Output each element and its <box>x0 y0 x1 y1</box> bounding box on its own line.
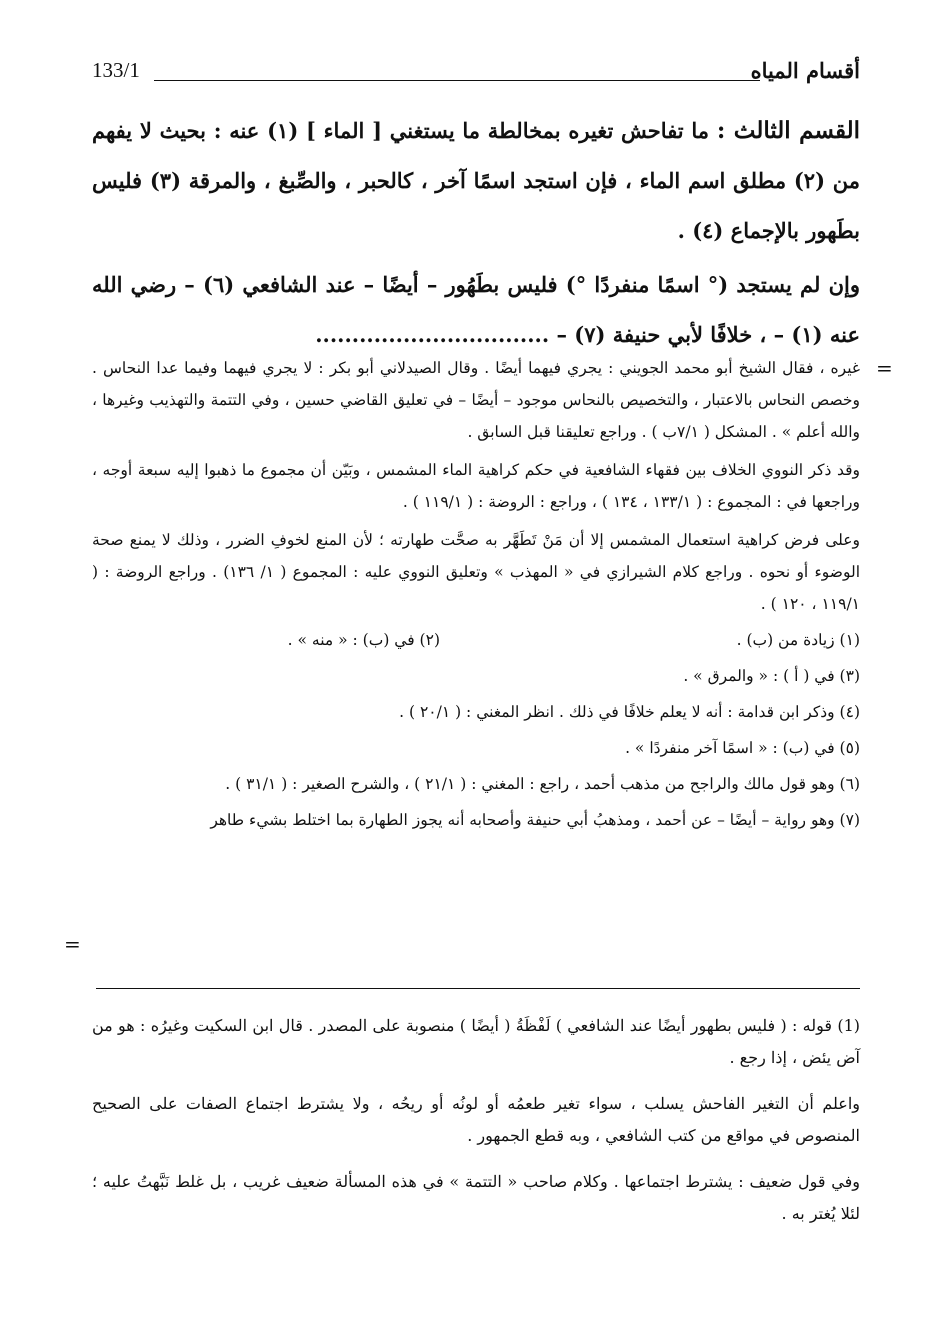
footnote-7: (٧) وهو رواية – أيضًا – عن أحمد ، ومذهبُ أبي حنيفة وأصحابه أنه يجوز الطهارة بما اختلط بشيء طاهر <box>210 811 860 829</box>
footnote-row-1-2 <box>92 624 860 656</box>
main-text <box>92 106 860 360</box>
continuation-mark-bottom: = <box>64 932 81 956</box>
commentary-3: وفي قول ضعيف : يشترط اجتماعها . وكلام صاحب « التتمة » في هذه المسألة ضعيف غريب ، بل غلط نَبَّهتُ عليه ؛ لئلا يُغتر به . <box>92 1172 860 1223</box>
main-paragraph-1-text: ما تفاحش تغيره بمخالطة ما يستغني [ الماء ] (١) عنه : بحيث لا يفهم من (٢) مطلق اسم الماء ، فإن استجد اسمًا آخر ، كالحبر ، والصِّبغ ، والمرقة (٣) فليس بطَهور بالإجماع (٤) . <box>92 118 860 243</box>
page-header <box>92 58 860 92</box>
footnote-1: (١) زيادة من (ب) . <box>736 631 860 649</box>
section-heading: القسم الثالث : <box>716 117 860 144</box>
header-rule <box>154 80 760 81</box>
commentary-1: (1) قوله : ( فليس بطهور أيضًا عند الشافعي ) لَفْظَةُ ( أيضًا ) منصوبة على المصدر . قال ابن السكيت وغيرُه : هو من آض يئض ، إذا رجع . <box>92 1016 860 1067</box>
footnote-continued-1: غيره ، فقال الشيخ أبو محمد الجويني : يجري فيهما أيضًا . وقال الصيدلاني أبو بكر : لا يجري فيهما وفيما عدا النحاس . وخصص النحاس بالاعتبار ، والتخصيص بالنحاس موجود – أيضًا – في تعليق القاضي حسين ، وفي التتمة والتهذيب وغيرها ، والله أعلم » . المشكل ( ٧/١ب ) . وراجع تعليقنا قبل السابق . <box>92 359 860 441</box>
ellipsis-dots: ................................ <box>315 322 550 347</box>
commentary <box>92 1010 860 1230</box>
commentary-2: واعلم أن التغير الفاحش يسلب ، سواء تغير طعمُه أو لونُه أو ريحُه ، ولا يشترط اجتماع الصفات على الصحيح المنصوص في مواقع من كتب الشافعي ، وبه قطع الجمهور . <box>92 1094 860 1145</box>
main-paragraph-1 <box>92 106 860 256</box>
footnote-continued-2: وقد ذكر النووي الخلاف بين فقهاء الشافعية في حكم كراهية الماء المشمس ، وبَيّن أن مجموع ما ذهبوا إليه سبعة أوجه ، وراجعها في : المجموع : ( ١٣٣/١ ، ١٣٤ ) ، وراجع : الروضة : ( ١١٩/١ ) . <box>92 461 860 511</box>
main-paragraph-2 <box>92 260 860 360</box>
footnote-continued-3: وعلى فرض كراهية استعمال المشمس إلا أن مَنْ تَطَهَّر به صحَّت طهارته ؛ لأن المنع لخوفِ الضرر ، وذلك لا يمنع صحة الوضوء أو نحوه . وراجع كلام الشيرازي في « المهذب » وتعليق النووي عليه : المجموع ( ١/ ١٣٦) . وراجع الروضة : ( ١١٩/١ ، ١٢٠ ) . <box>92 531 861 613</box>
continuation-mark-top: = <box>876 356 893 380</box>
footnotes <box>92 352 860 836</box>
footnote-3: (٣) في ( أ ) : « والمرق » . <box>683 667 860 685</box>
footnote-6: (٦) وهو قول مالك والراجح من مذهب أحمد ، راجع : المغني : ( ٢١/١ ) ، والشرح الصغير : ( ٣١/١ ) . <box>225 775 860 793</box>
footnote-divider <box>96 988 860 989</box>
footnote-5: (٥) في (ب) : « اسمًا آخر منفردًا » . <box>625 739 860 757</box>
main-paragraph-2-text: وإن لم يستجد (° اسمًا منفردًا °) فليس بطَهُور – أيضًا – عند الشافعي (٦) – رضي الله عنه (١) – ، خلافًا لأبي حنيفة (٧) – <box>92 272 860 347</box>
chapter-title: أقسام المياه <box>750 58 860 83</box>
page-number: 133/1 <box>92 58 140 82</box>
footnote-4: (٤) وذكر ابن قدامة : أنه لا يعلم خلافًا في ذلك . انظر المغني : ( ٢٠/١ ) . <box>399 703 860 721</box>
footnote-2: (٢) في (ب) : « منه » . <box>287 631 440 649</box>
